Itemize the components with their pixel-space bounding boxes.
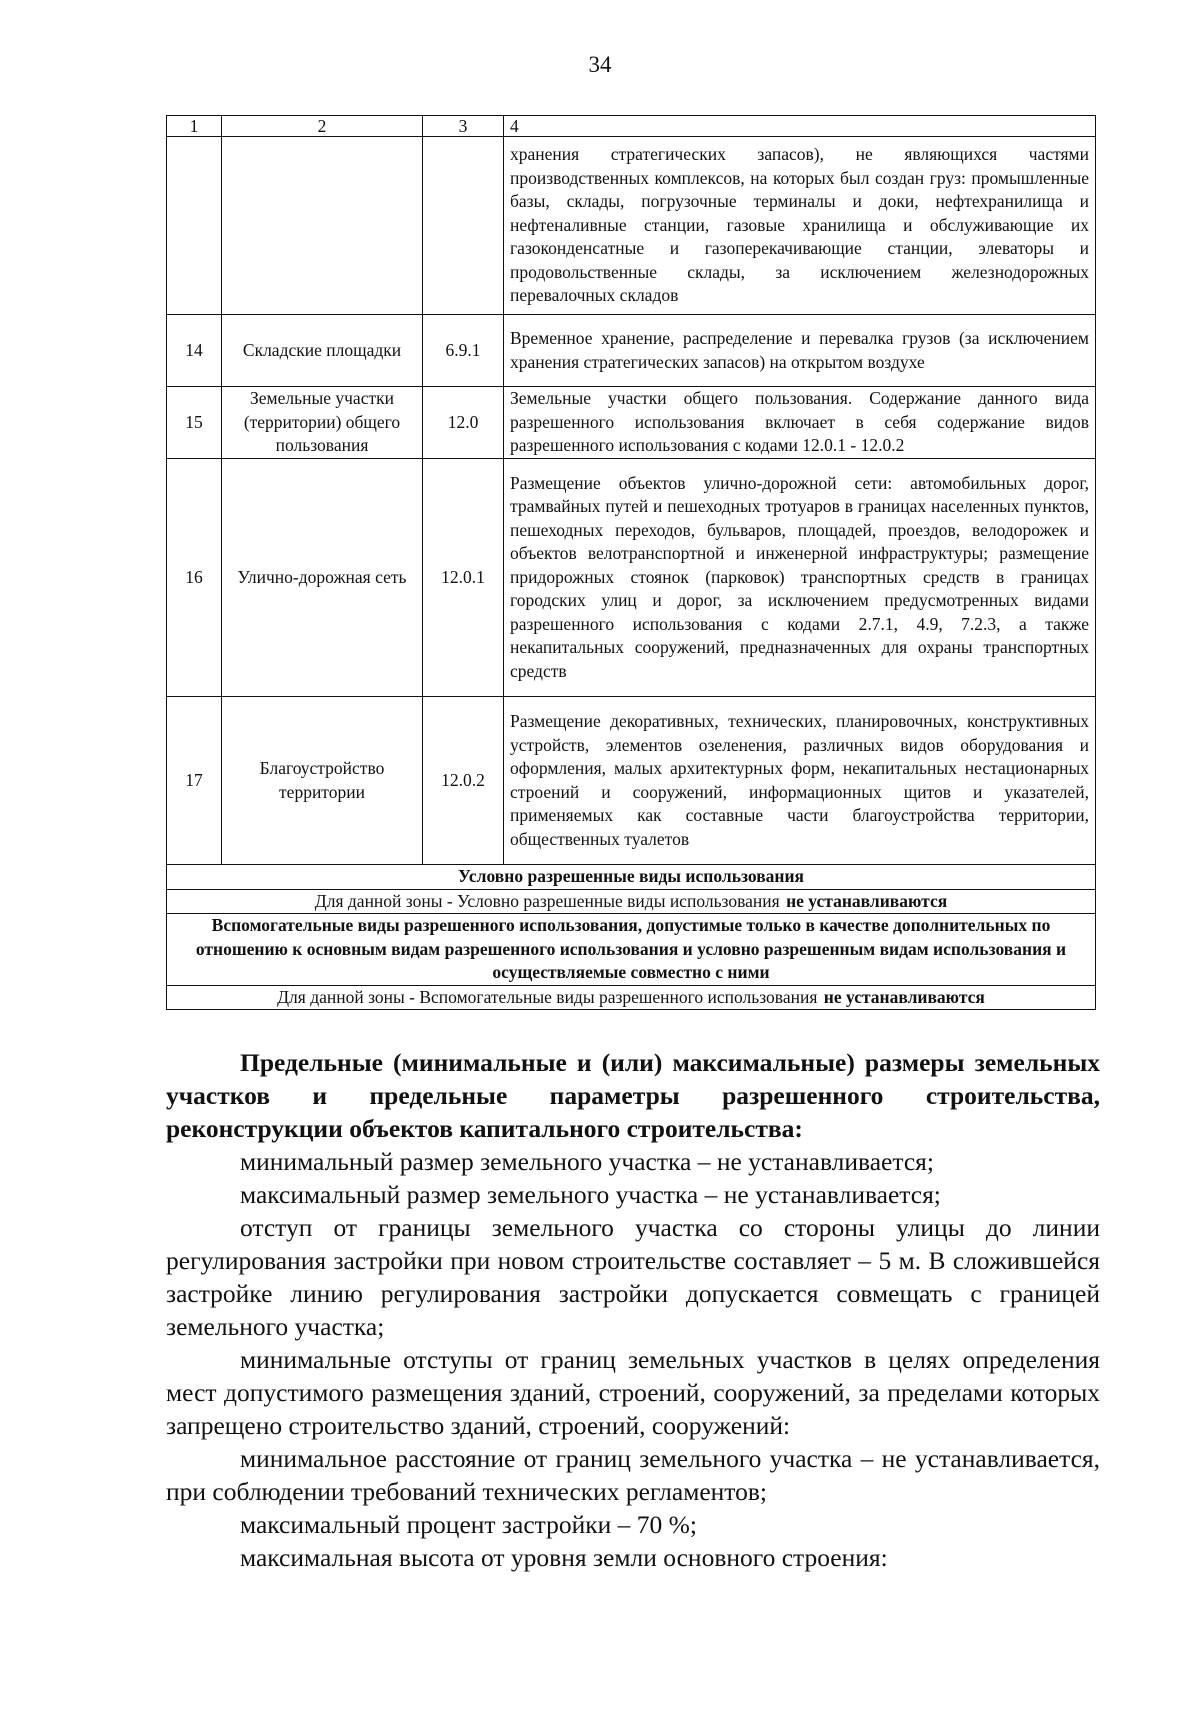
table-row (167, 697, 1096, 865)
use-type-code: 12.0.2 (423, 697, 504, 865)
row-number: 17 (167, 697, 222, 865)
conditional-uses-heading: Условно разрешенные виды использования (167, 865, 1096, 890)
conditional-note-row (167, 889, 1096, 914)
table-row (167, 459, 1096, 697)
paragraph: минимальное расстояние от границ земельного участка – не устанавливается, при соблюдении требований технических регламентов; (166, 1444, 1100, 1506)
paragraph: минимальные отступы от границ земельных участков в целях определения мест допустимого размещения зданий, строений, сооружений, за пределами которых запрещено строительство зданий, строений, сооружений: (166, 1345, 1100, 1440)
use-type-code: 6.9.1 (423, 315, 504, 387)
row-number: 15 (167, 387, 222, 459)
auxiliary-note-bold: не устанавливаются (823, 986, 985, 1007)
header-col-3: 3 (423, 116, 504, 137)
header-col-4: 4 (504, 116, 1096, 137)
row-number: 14 (167, 315, 222, 387)
paragraph: минимальный размер земельного участка – не устанавливается; (240, 1147, 934, 1176)
table-header-row (167, 116, 1096, 137)
use-type-description: Размещение объектов улично-дорожной сети: автомобильных дорог, трамвайных путей и пешеходных тротуаров в границах населенных пунктов, пешеходных переходов, бульваров, площадей, проездов, велодорожек и объектов велотранспортной и инженерной инфраструктуры; размещение придорожных стоянок (парковок) транспортных средств в границах городских улиц и дорог, за исключением предусмотренных видами разрешенного использования с кодами 2.7.1, 4.9, 7.2.3, а также некапитальных сооружений, предназначенных для охраны транспортных средств (504, 459, 1096, 697)
use-type-description: Размещение декоративных, технических, планировочных, конструктивных устройств, элементов озеленения, различных видов оборудования и оформления, малых архитектурных форм, некапитальных нестационарных строений и сооружений, информационных щитов и указателей, применяемых как составные части благоустройства территории, общественных туалетов (504, 697, 1096, 865)
use-type-name: Складские площадки (222, 315, 423, 387)
use-type-name: Земельные участки (территории) общего пользования (222, 387, 423, 459)
header-col-1: 1 (167, 116, 222, 137)
table-row (167, 315, 1096, 387)
use-type-code: 12.0 (423, 387, 504, 459)
use-type-code: 12.0.1 (423, 459, 504, 697)
auxiliary-uses-heading: Вспомогательные виды разрешенного использования, допустимые только в качестве дополнительных по отношению к основным видам разрешенного использования и условно разрешенным видам использования и осуществляемые совместно с ними (167, 914, 1096, 986)
use-type-description: Временное хранение, распределение и перевалка грузов (за исключением хранения стратегических запасов) на открытом воздухе (504, 315, 1096, 387)
use-type-name: Улично-дорожная сеть (222, 459, 423, 697)
auxiliary-heading-row (167, 914, 1096, 986)
paragraph: максимальный процент застройки – 70 %; (240, 1510, 697, 1539)
table-row (167, 387, 1096, 459)
table-row-continuation (167, 137, 1096, 315)
auxiliary-uses-note (167, 985, 1096, 1010)
parameters-section (166, 1046, 1100, 1574)
use-type-name: Благоустройство территории (222, 697, 423, 865)
section-heading: Предельные (минимальные и (или) максимальные) размеры земельных участков и предельные параметры разрешенного строительства, реконструкции объектов капитального строительства: (166, 1048, 1100, 1143)
auxiliary-note-prefix: Для данной зоны - Вспомогательные виды разрешенного использования (277, 986, 818, 1007)
paragraph: максимальная высота от уровня земли основного строения: (240, 1543, 888, 1572)
auxiliary-note-row (167, 985, 1096, 1010)
conditional-uses-note (167, 889, 1096, 914)
row-number: 16 (167, 459, 222, 697)
use-type-description: Земельные участки общего пользования. Содержание данного вида разрешенного использования включает в себя содержание видов разрешенного использования с кодами 12.0.1 - 12.0.2 (504, 387, 1096, 459)
continuation-description: хранения стратегических запасов), не являющихся частями производственных комплексов, на которых был создан груз: промышленные базы, склады, погрузочные терминалы и доки, нефтехранилища и нефтеналивные станции, газовые хранилища и обслуживающие их газоконденсатные и газоперекачивающие станции, элеваторы и продовольственные склады, за исключением железнодорожных перевалочных складов (504, 137, 1096, 315)
land-use-table (166, 115, 1096, 1010)
page-number: 34 (588, 52, 612, 77)
paragraph: максимальный размер земельного участка – не устанавливается; (240, 1180, 941, 1209)
paragraph: отступ от границы земельного участка со стороны улицы до линии регулирования застройки при новом строительстве составляет – 5 м. В сложившейся застройке линию регулирования застройки допускается совмещать с границей земельного участка; (166, 1213, 1100, 1341)
conditional-note-bold: не устанавливаются (786, 890, 948, 911)
conditional-heading-row (167, 865, 1096, 890)
header-col-2: 2 (222, 116, 423, 137)
conditional-note-prefix: Для данной зоны - Условно разрешенные виды использования (314, 890, 780, 911)
